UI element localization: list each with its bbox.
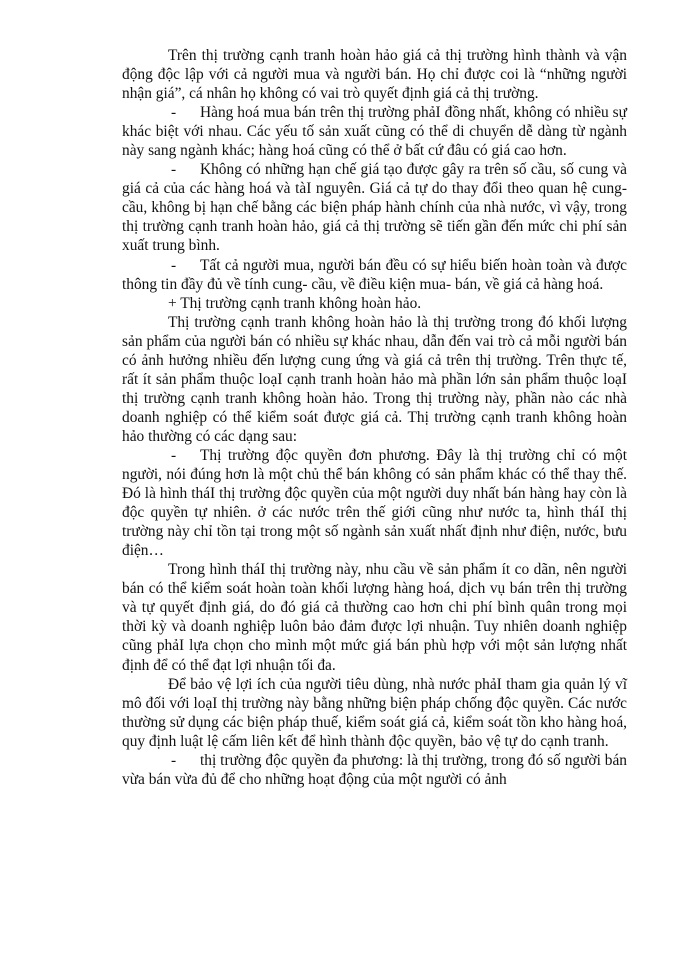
dash-marker: - <box>171 256 177 274</box>
dash-paragraph: - Tất cả người mua, người bán đều có sự hiểu biến hoàn toàn và được thông tin đầy đủ về tính cung- cầu, về điều kiện mua- bán, về giá cả hàng hoá. <box>122 256 627 293</box>
dash-marker: - <box>171 161 177 179</box>
paragraph: Thị trường cạnh tranh không hoàn hảo là thị trường trong đó khối lượng sản phẩm của người bán có nhiều sự khác nhau, dẫn đến vai trò cả mỗi người bán có ảnh hưởng nhiều đến lượng cung ứng và giá cả trên thị trường. Trên thực tế, rất ít sản phẩm thuộc loạI cạnh tranh hoàn hảo mà phần lớn sản phẩm thuộc loạI thị trường cạnh tranh không hoàn hảo. Trong thị trường này, phần nào các nhà doanh nghiệp có thể kiểm soát được giá cả. Thị trường cạnh tranh không hoàn hảo thường có các dạng sau: <box>122 313 627 445</box>
dash-marker: - <box>171 751 177 769</box>
paragraph: Trong hình tháI thị trường này, nhu cầu về sản phẩm ít co dãn, nên người bán có thể kiểm soát hoàn toàn khối lượng hàng hoá, dịch vụ bán trên thị trường và tự quyết định giá, do đó giá cả thường cao hơn chi phí bình quân trong mọi thời kỳ và doanh nghiệp luôn bảo đảm được lợi nhuận. Tuy nhiên doanh nghiệp cũng phảI lựa chọn cho mình một mức giá bán phù hợp với một sản lượng nhất định để có thể đạt lợi nhuận tối đa. <box>122 561 627 674</box>
dash-marker: - <box>171 104 177 122</box>
dash-marker: - <box>171 446 177 464</box>
document-body <box>122 46 627 789</box>
paragraph: + Thị trường cạnh tranh không hoàn hảo. <box>168 294 422 312</box>
paragraph: Trên thị trường cạnh tranh hoàn hảo giá cả thị trường hình thành và vận động độc lập với cả người mua và người bán. Họ chỉ được coi là “những người nhận giá”, cá nhân họ không có vai trò quyết định giá cả thị trường. <box>122 47 627 103</box>
dash-paragraph: - Thị trường độc quyền đơn phương. Đây là thị trường chỉ có một người, nói đúng hơn là một chủ thể bán không có sản phẩm khác có thể thay thế. Đó là hình tháI thị trường độc quyền của một người duy nhất bán hàng hay còn là độc quyền tự nhiên. ở các nước trên thế giới cũng như nước ta, hình tháI thị trường này chỉ tồn tại trong một số ngành sản xuất nhất định như điện, nước, bưu điện… <box>122 446 627 560</box>
dash-paragraph: - Không có những hạn chế giá tạo được gây ra trên số cầu, số cung và giá cả của các hàng hoá và tàI nguyên. Giá cả tự do thay đổi theo quan hệ cung- cầu, không bị hạn chế bằng các biện pháp hành chính của nhà nước, vì vậy, trong thị trường cạnh tranh hoàn hảo, giá cả thị trường sẽ tiến gần đến mức chi phí sản xuất trung bình. <box>122 161 627 255</box>
dash-paragraph: - Hàng hoá mua bán trên thị trường phảI đồng nhất, không có nhiều sự khác biệt với nhau. Các yếu tố sản xuất cũng có thể di chuyển dễ dàng từ ngành này sang ngành khác; hàng hoá cũng có thể ở bất cứ đâu có giá cao hơn. <box>122 104 627 160</box>
paragraph: Để bảo vệ lợi ích của người tiêu dùng, nhà nước phảI tham gia quản lý vĩ mô đối với loạI thị trường này bằng những biện pháp chống độc quyền. Các nước thường sử dụng các biện pháp thuế, kiểm soát giá cả, kiểm soát tồn kho hàng hoá, quy định luật lệ cấm liên kết để hình thành độc quyền, bảo vệ tự do cạnh tranh. <box>122 675 627 750</box>
dash-paragraph: - thị trường độc quyền đa phương: là thị trường, trong đó số người bán vừa bán vừa đủ để cho những hoạt động của một người có ảnh <box>122 751 627 788</box>
